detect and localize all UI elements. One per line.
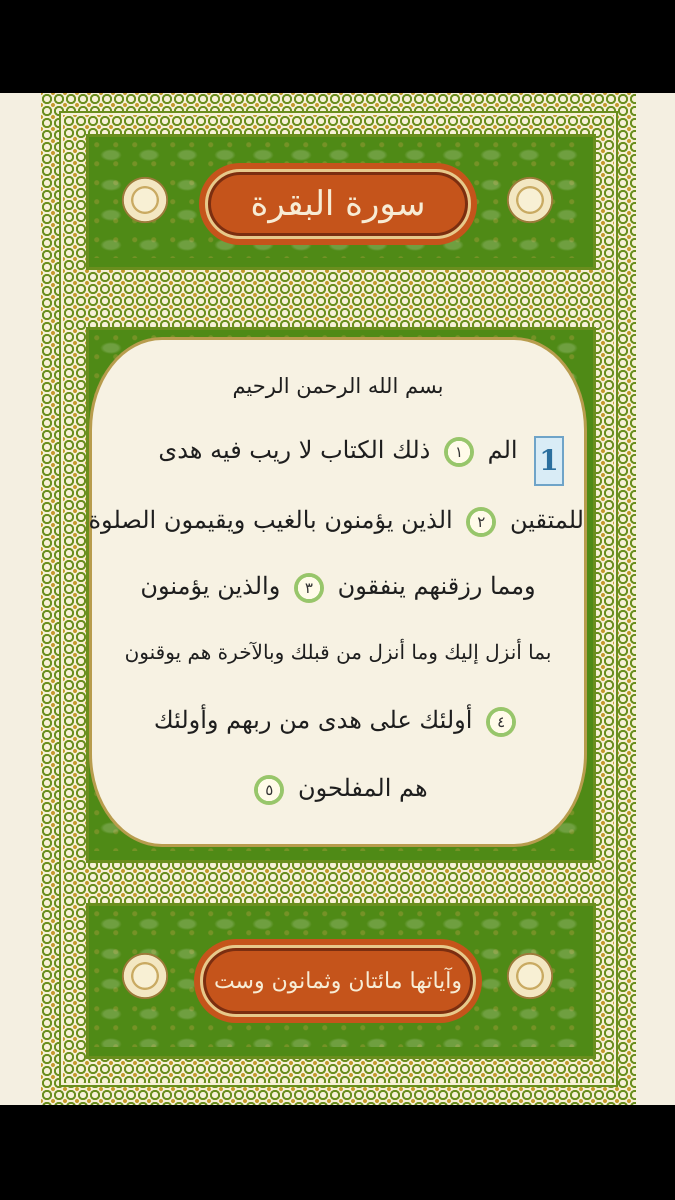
ayah-number-marker: ٥ — [254, 775, 284, 805]
text-area — [88, 340, 584, 844]
right-flower-icon — [503, 173, 557, 227]
ayah-line-1 — [92, 436, 584, 467]
line-text: أولئك على هدى من ربهم وأولئك — [153, 706, 473, 734]
line-text: والذين يؤمنون — [140, 572, 281, 600]
line-text: للمتقين — [509, 506, 584, 534]
ayah-number-marker: ٣ — [294, 573, 324, 603]
ayah-line-3 — [92, 572, 584, 603]
ayah-line-2 — [88, 506, 584, 537]
left-flower-icon — [118, 173, 172, 227]
basmala-line: بسم الله الرحمن الرحيم — [232, 374, 444, 398]
surah-title: سورة البقرة — [205, 169, 471, 239]
line-text: ومما رزقنهم ينفقون — [337, 572, 536, 600]
juz-marker-icon: 1 — [534, 436, 564, 486]
line-text: هم المفلحون — [297, 774, 428, 802]
ayah-number-marker: ٤ — [486, 707, 516, 737]
line-text: ذلك الكتاب لا ريب فيه هدى — [158, 436, 431, 464]
line-text: الذين يؤمنون بالغيب ويقيمون الصلوة — [88, 506, 453, 534]
page-background — [0, 93, 675, 1105]
line-text: الم — [487, 436, 518, 464]
ayah-number-marker: ٢ — [466, 507, 496, 537]
line-text: بما أنزل إليك وما أنزل من قبلك وبالآخرة هم يوقنون — [124, 640, 552, 664]
ayah-line-4 — [92, 640, 584, 664]
verse-count-caption: وآياتها مائتان وثمانون وست — [200, 945, 476, 1017]
ayah-number-marker: ١ — [444, 437, 474, 467]
ayah-line-5 — [92, 706, 584, 737]
ayah-line-6 — [92, 774, 584, 805]
right-flower-icon — [503, 949, 557, 1003]
left-flower-icon — [118, 949, 172, 1003]
